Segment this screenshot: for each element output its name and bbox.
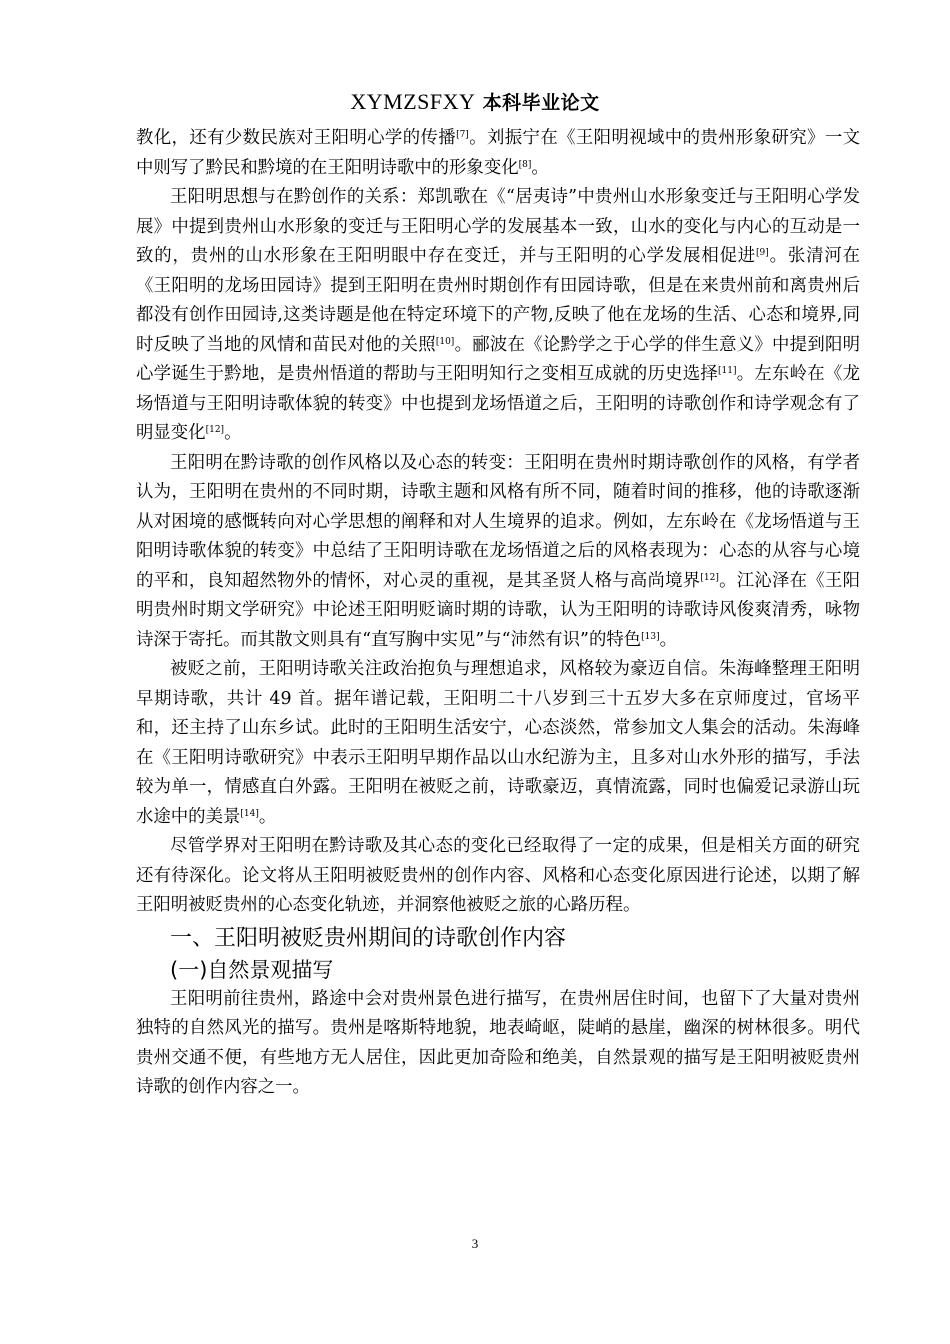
- text-run: 。左东岭在《龙场悟道与王阳明诗歌体貌的转变》中也提到龙场悟道之后，王阳明的诗歌创作和诗学观念有了明显变化: [136, 364, 860, 443]
- text-run: 。张清河在《王阳明的龙场田园诗》提到王阳明在贵州时期创作有田园诗歌，但是在来贵州前和离贵州后都没有创作田园诗,这类诗题是他在特定环境下的产物,反映了他在龙场的生活、心态和境界,同时反映了当地的风情和苗民对他的关照: [136, 246, 860, 355]
- text-run: 。刘振宁在《王阳明视域中的贵州形象研究》一文中则写了黔民和黔境的在王阳明诗歌中的形象变化: [136, 128, 860, 178]
- text-run: 教化，还有少数民族对王阳明心学的传播: [136, 128, 457, 148]
- paragraph-natural-scenery: [136, 985, 860, 1103]
- citation-ref: [12]: [700, 572, 719, 583]
- header-code: XYMZSFXY: [350, 89, 476, 114]
- citation-ref: [13]: [641, 631, 660, 642]
- subsection-heading: (一)自然景观描写: [170, 957, 334, 982]
- citation-ref: [14]: [240, 808, 259, 819]
- text-run: 。: [531, 157, 549, 178]
- page-body: [136, 124, 860, 1103]
- paragraph-style-shift: [136, 449, 860, 656]
- header-title: 本科毕业论文: [482, 92, 600, 114]
- citation-ref: [7]: [456, 130, 469, 140]
- citation-ref: [12]: [205, 425, 225, 435]
- paragraph-summary: [136, 832, 860, 921]
- page-number: 3: [471, 1236, 479, 1251]
- page-header: [0, 88, 950, 115]
- section-heading: 一、王阳明被贬贵州期间的诗歌创作内容: [170, 925, 567, 951]
- paragraph-continued: [136, 124, 860, 183]
- text-run: 。: [659, 629, 678, 650]
- text-run: 。郦波在《论黔学之于心学的伴生意义》中提到阳明心学诞生于黔地，是贵州悟道的帮助与王阳明知行之变相互成就的历史选择: [136, 334, 860, 384]
- text-run: 尽管学界对王阳明在黔诗歌及其心态的变化已经取得了一定的成果，但是相关方面的研究还有待深化。论文将从王阳明被贬贵州的创作内容、风格和心态变化原因进行论述，以期了解王阳明被贬贵州的心态变化轨迹，并洞察他被贬之旅的心路历程。: [136, 836, 860, 915]
- citation-ref: [11]: [718, 366, 737, 376]
- text-run: 王阳明前往贵州，路途中会对贵州景色进行描写，在贵州居住时间，也留下了大量对贵州独特的自然风光的描写。贵州是喀斯特地貌，地表崎岖，陡峭的悬崖，幽深的树林很多。明代贵州交通不便，有些地方无人居住，因此更加奇险和绝美，自然景观的描写是王阳明被贬贵州诗歌的创作内容之一。: [136, 988, 860, 1097]
- paragraph-thought-relation: [136, 183, 860, 449]
- citation-ref: [8]: [518, 159, 532, 170]
- text-run: 王阳明在黔诗歌的创作风格以及心态的转变：王阳明在贵州时期诗歌创作的风格，有学者认为，王阳明在贵州的不同时期，诗歌主题和风格有所不同，随着时间的推移，他的诗歌逐渐从对困境的感慨转向对心学思想的阐释和对人生境界的追求。例如，左东岭在《龙场悟道与王阳明诗歌体貌的转变》中总结了王阳明诗歌在龙场悟道之后的风格表现为：心态的从容与心境的平和，良知超然物外的情怀，对心灵的重视，是其圣贤人格与高尚境界: [136, 452, 860, 591]
- text-run: 被贬之前，王阳明诗歌关注政治抱负与理想追求，风格较为豪迈自信。朱海峰整理王阳明早期诗歌，共计 49 首。据年谱记载，王阳明二十八岁到三十五岁大多在京师度过，官场平和，还主持了山东乡试。此时的王阳明生活安宁，心态淡然，常参加文人集会的活动。朱海峰在《王阳明诗歌研究》中表示王阳明早期作品以山水纪游为主，且多对山水外形的描写，手法较为单一，情感直白外露。王阳明在被贬之前，诗歌豪迈，真情流露，同时也偏爱记录游山玩水途中的美景: [136, 659, 860, 827]
- text-run: 王阳明思想与在黔创作的关系：郑凯歌在《“居夷诗”中贵州山水形象变迁与王阳明心学发展》中提到贵州山水形象的变迁与王阳明心学的发展基本一致，山水的变化与内心的互动是一致的，贵州的山水形象在王阳明眼中存在变迁，并与王阳明的心学发展相促进: [136, 187, 860, 266]
- text-run: 。: [224, 423, 242, 443]
- text-run: 。: [258, 806, 277, 827]
- text-run: 。江沁泽在《王阳明贵州时期文学研究》中论述王阳明贬谪时期的诗歌，认为王阳明的诗歌诗风俊爽清秀，咏物诗深于寄托。而其散文则具有“直写胸中实见”与“沛然有识”的特色: [136, 570, 860, 650]
- citation-ref: [9]: [756, 248, 769, 258]
- citation-ref: [10]: [435, 336, 455, 347]
- paragraph-before-exile: [136, 655, 860, 832]
